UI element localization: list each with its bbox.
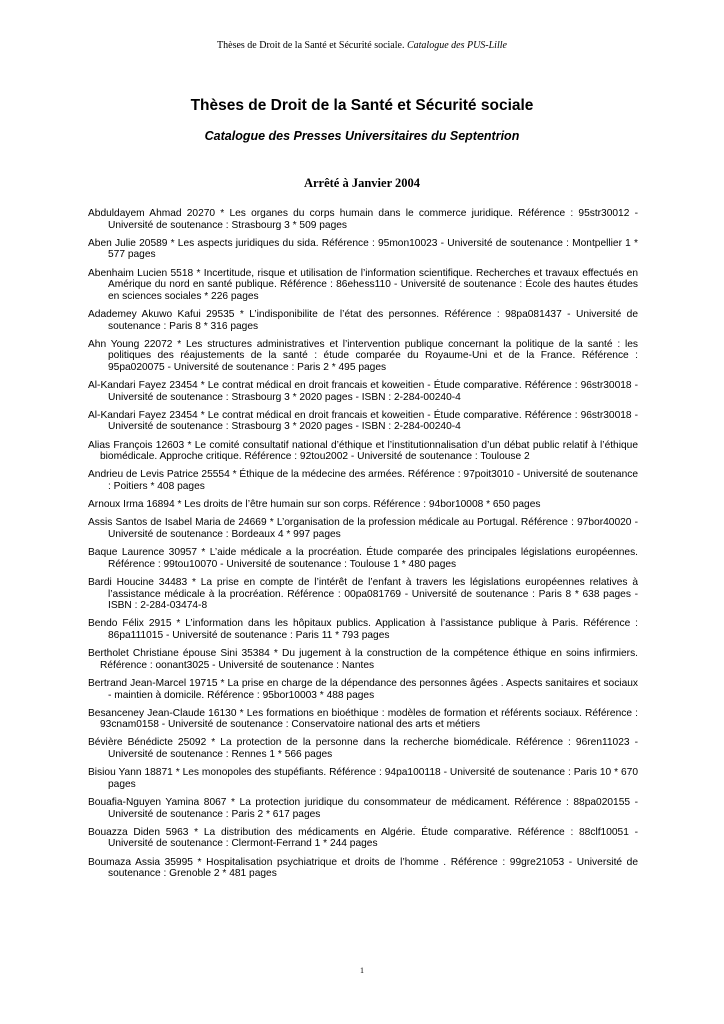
catalogue-entry: Alias François 12603 * Le comité consultatif national d’éthique et l’institutionnalisation d’un débat public relatif à l’éthique biomédicale. Approche critique. Référence : 92tou2002 - Université de soutenance : Toulouse 2 (88, 439, 638, 463)
running-header-publisher: Catalogue des PUS-Lille (406, 40, 507, 51)
document-subtitle: Catalogue des Presses Universitaires du Septentrion (204, 129, 520, 143)
catalogue-entry: Al-Kandari Fayez 23454 * Le contrat médical en droit francais et koweitien - Étude comparative. Référence : 96str30018 - Université de soutenance : Strasbourg 3 * 2020 pages - ISBN : 2-284-00240-4 (88, 380, 638, 403)
catalogue-entry: Andrieu de Levis Patrice 25554 * Éthique de la médecine des armées. Référence : 97poit3010 - Université de soutenance : Poitiers * 408 pages (88, 469, 638, 493)
catalogue-entry: Bisiou Yann 18871 * Les monopoles des stupéfiants. Référence : 94pa100118 - Université de soutenance : Paris 10 * 670 pages (88, 767, 638, 790)
catalogue-entry: Abduldayem Ahmad 20270 * Les organes du corps humain dans le commerce juridique. Référence : 95str30012 - Université de soutenance : Strasbourg 3 * 509 pages (88, 208, 638, 231)
catalogue-entry: Bévière Bénédicte 25092 * La protection de la personne dans la recherche biomédicale. Référence : 96ren11023 - Université de soutenance : Rennes 1 * 566 pages (88, 737, 638, 761)
catalogue-entries (88, 208, 638, 886)
catalogue-entry: Arnoux Irma 16894 * Les droits de l’être humain sur son corps. Référence : 94bor10008 * 650 pages (88, 499, 541, 511)
running-header-title: Thèses de Droit de la Santé et Sécurité sociale. (217, 40, 405, 51)
running-header (0, 40, 724, 51)
catalogue-entry: Bendo Félix 2915 * L’information dans les hôpitaux publics. Application à l’assistance publique à Paris. Référence : 86pa111015 - Université de soutenance : Paris 11 * 793 pages (88, 618, 638, 641)
catalogue-entry: Assis Santos de Isabel Maria de 24669 * L’organisation de la profession médicale au Portugal. Référence : 97bor40020 - Université de soutenance : Bordeaux 4 * 997 pages (88, 517, 638, 540)
catalogue-entry: Besanceney Jean-Claude 16130 * Les formations en bioéthique : modèles de formation et référents sociaux. Référence : 93cnam0158 - Université de soutenance : Conservatoire national des arts et métiers (88, 707, 638, 731)
catalogue-entry: Aben Julie 20589 * Les aspects juridiques du sida. Référence : 95mon10023 - Université de soutenance : Montpellier 1 * 577 pages (88, 237, 638, 261)
catalogue-entry: Ahn Young 22072 * Les structures administratives et l’intervention publique concernant la politique de la santé : les politiques des réajustements de la santé : étude comparée du Royaume-Uni et de la France. Référence : 95pa020075 - Université de soutenance : Paris 2 * 495 pages (88, 338, 638, 373)
catalogue-entry: Bertrand Jean-Marcel 19715 * La prise en charge de la dépendance des personnes âgées . Aspects sanitaires et sociaux - maintien à domicile. Référence : 95bor10003 * 488 pages (88, 677, 638, 701)
date-line: Arrêté à Janvier 2004 (303, 176, 421, 190)
catalogue-entry: Al-Kandari Fayez 23454 * Le contrat médical en droit francais et koweitien - Étude comparative. Référence : 96str30018 - Université de soutenance : Strasbourg 3 * 2020 pages - ISBN : 2-284-00240-4 (88, 409, 638, 433)
catalogue-entry: Bouazza Diden 5963 * La distribution des médicaments en Algérie. Étude comparative. Référence : 88clf10051 - Université de soutenance : Clermont-Ferrand 1 * 244 pages (88, 826, 638, 850)
catalogue-entry: Baque Laurence 30957 * L’aide médicale a la procréation. Étude comparée des principales législations européennes. Référence : 99tou10070 - Université de soutenance : Toulouse 1 * 480 pages (88, 547, 638, 570)
catalogue-entry: Abenhaim Lucien 5518 * Incertitude, risque et utilisation de l’information scientifique. Recherches et travaux effectués en Amérique du nord en santé publique. Référence : 86ehess110 - Université de soutenance : École des hautes études en sciences sociales * 226 pages (88, 267, 638, 302)
catalogue-entry: Bouafia-Nguyen Yamina 8067 * La protection juridique du consommateur de médicament. Référence : 88pa020155 - Université de soutenance : Paris 2 * 617 pages (88, 797, 638, 820)
catalogue-entry: Bardi Houcine 34483 * La prise en compte de l’intérêt de l’enfant à travers les législations européennes relatives à l’assistance médicale à la procréation. Référence : 00pa081769 - Université de soutenance : Paris 8 * 638 pages - ISBN : 2-284-03474-8 (88, 576, 638, 612)
catalogue-entry: Boumaza Assia 35995 * Hospitalisation psychiatrique et droits de l’homme . Référence : 99gre21053 - Université de soutenance : Grenoble 2 * 481 pages (88, 856, 638, 880)
document-title: Thèses de Droit de la Santé et Sécurité sociale (190, 97, 534, 114)
page-number: 1 (360, 966, 364, 975)
catalogue-entry: Adademey Akuwo Kafui 29535 * L’indisponibilite de l’état des personnes. Référence : 98pa081437 - Université de soutenance : Paris 8 * 316 pages (88, 308, 638, 332)
catalogue-entry: Bertholet Christiane épouse Sini 35384 * Du jugement à la construction de la compétence éthique en soins infirmiers. Référence : oonant3025 - Université de soutenance : Nantes (88, 648, 638, 671)
